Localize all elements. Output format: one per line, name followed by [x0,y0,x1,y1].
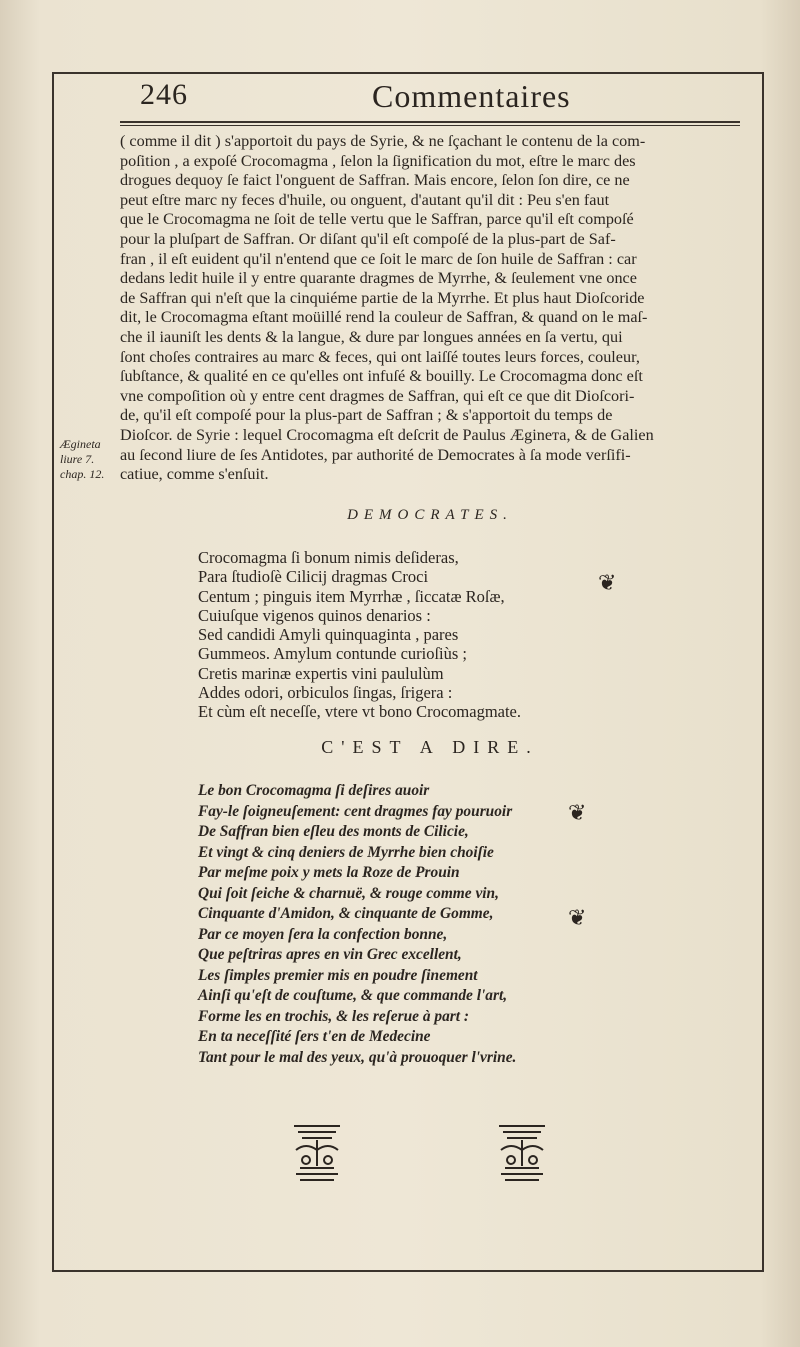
prose-line: de, qu'il eſt compoſé pour la plus-part de Saffran ; & s'apportoit du temps de [120,406,613,425]
latin-verse: Crocomagma ſi bonum nimis deſideras, [198,548,459,567]
page-frame-right [762,72,764,1272]
french-verse: Par meſme poix y mets la Roze de Prouin [198,864,460,881]
page-frame-bottom [52,1270,764,1272]
page-frame-top [52,72,764,74]
french-verse: Et vingt & cinq deniers de Myrrhe bien choiſie [198,843,494,861]
prose-line: pour la pluſpart de Saffran. Or diſant qu'il eſt compoſé de la plus-part de Saf- [120,229,616,248]
latin-verse: Para ſtudioſè Cilicij dragmas Croci [198,567,429,587]
french-verse: En ta neceſſité ſers t'en de Medecine [198,1028,431,1045]
french-verse: Le bon Crocomagma ſi deſires auoir [198,782,430,799]
prose-line: au ſecond liure de ſes Antidotes, par authorité de Democrates à ſa mode verſifi- [120,445,631,464]
french-verse: Les ſimples premier mis en poudre ſinement [198,966,478,984]
margin-note-line: chap. 12. [60,467,105,481]
prose-line: vne compoſition où y entre cent dragmes de Saffran, qui eſt ce que dit Dioſcori- [120,386,635,405]
latin-verse: Cretis marinæ expertis vini paululùm [198,663,444,683]
french-poem-title: C'EST A DIRE. [321,737,539,757]
latin-verse: Cuiuſque vigenos quinos denarios : [198,605,431,625]
header-rule [120,121,740,123]
prose-line: Dioſcor. de Syrie : lequel Crocomagma eſt deſcrit de Paulus Æginета, & de Galien [120,425,654,444]
prose-line: ſubſtance, & qualité en ce qu'elles ont infuſé & bouilly. Le Crocomagma donc eſt [120,367,643,386]
prose-line: che il iauniſt les dents & la langue, & dure par longues années en ſa vertu, qui [120,327,623,346]
french-verse: De Saffran bien eſleu des monts de Cilicie, [198,823,469,840]
margin-note-line: Ægineta [60,437,101,451]
french-verse: Forme les en trochis, & les reſerue à part : [198,1007,470,1025]
prose-line: de Saffran qui n'eſt que la cinquiéme partie de la Myrrhe. Et plus haut Dioſcoride [120,288,645,307]
latin-verse: Sed candidi Amyli quinquaginta , pares [198,625,459,645]
latin-poem [198,548,758,722]
latin-verse: Et cùm eſt neceſſe, vtere vt bono Crocomagmate. [198,702,522,722]
prose-line: fran , il eſt euident qu'il n'entend que ce ſoit le marc de ſon huile de Saffran : car [120,249,637,268]
running-head: Commentaires [372,78,571,114]
latin-poem-title: DEMOCRATES. [347,507,513,523]
prose-line: que le Crocomagma ne ſoit de telle vertu que le Saffran, parce qu'il eſt compoſé [120,210,634,229]
printers-ornament-left-icon [290,1120,344,1186]
french-verse: Fay-le ſoigneuſement: cent dragmes fay pouruoir [198,802,513,820]
printers-ornament-right-icon [495,1120,549,1186]
prose-line: peut eſtre marc ny feces d'huile, ou onguent, d'autant qu'il dit : Peu s'en faut [120,190,610,209]
prose-line: dit, le Crocomagma eſtant moüillé rend la couleur de Saffran, & quand on le maſ- [120,308,648,327]
french-poem [198,781,758,1068]
commentary-text [120,132,740,485]
prose-line: ſont choſes contraires au marc & feces, qui ont laiſſé toutes leurs forces, couleur, [120,347,640,366]
latin-verse: Centum ; pinguis item Myrrhæ , ſiccatæ Roſæ, [198,586,505,606]
fleuron-icon: ❦ [568,800,587,825]
header-rule-thin [120,125,740,126]
prose-line: poſition , a expoſé Crocomagma , ſelon la ſignification du mot, eſtre le marc des [120,151,636,170]
prose-line: drogues dequoy ſe faict l'onguent de Saffran. Mais encore, ſelon ſon dire, ce ne [120,171,630,190]
fleuron-icon: ❦ [568,905,587,930]
french-verse: Que peſtriras apres en vin Grec excellent, [198,946,462,963]
latin-verse: Gummeos. Amylum contunde curioſiùs ; [198,644,468,664]
french-verse: Par ce moyen ſera la confection bonne, [198,925,448,943]
latin-verse: Addes odori, orbiculos ſingas, ſrigera : [198,683,453,703]
prose-line: dedans ledit huile il y entre quarante dragmes de Myrrhe, & ſeulement vne once [120,269,637,288]
margin-note-line: liure 7. [60,452,95,466]
french-verse: Ainſi qu'eſt de couſtume, & que commande l'art, [198,987,508,1004]
french-verse: Cinquante d'Amidon, & cinquante de Gomme, [198,905,494,922]
prose-line: catiue, comme s'enſuit. [120,465,269,484]
margin-note [60,437,116,482]
french-verse: Tant pour le mal des yeux, qu'à prouoquer l'vrine. [198,1048,517,1066]
prose-line: ( comme il dit ) s'apportoit du pays de Syrie, & ne ſçachant le contenu de la com- [120,132,646,150]
french-verse: Qui ſoit ſeiche & charnuë, & rouge comme vin, [198,884,499,902]
page-frame-left [52,72,54,1272]
fleuron-icon: ❦ [598,570,617,595]
page-number: 246 [140,78,188,111]
